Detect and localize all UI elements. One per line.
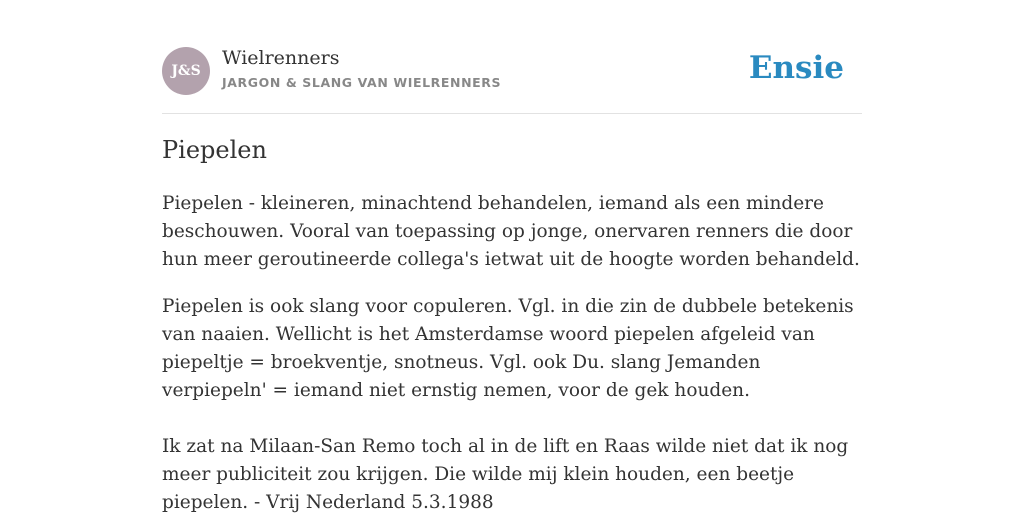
- definition-paragraph: Piepelen - kleineren, minachtend behandelen, iemand als een mindere beschouwen. Vooral van toepassing op jonge, onervaren renners die door hun meer geroutineerde collega's ietwat uit de hoogte worden behandeld.: [162, 193, 860, 270]
- channel-subtitle: JARGON & SLANG VAN WIELRENNERS: [222, 75, 502, 90]
- header: [162, 0, 862, 114]
- ensie-logo[interactable]: Ensie: [748, 50, 844, 86]
- channel-avatar[interactable]: J&S: [162, 47, 210, 95]
- example-quote: Ik zat na Milaan-San Remo toch al in de lift en Raas wilde niet dat ik nog meer publiciteit zou krijgen. Die wilde mij klein houden, een beetje piepelen. - Vrij Nederland 5.3.1988: [162, 436, 849, 513]
- article-title: Piepelen: [162, 136, 267, 164]
- channel-name[interactable]: Wielrenners: [222, 47, 340, 69]
- definition-paragraph: Piepelen is ook slang voor copuleren. Vgl. in die zin de dubbele betekenis van naaien. Wellicht is het Amsterdamse woord piepelen afgeleid van piepeltje = broekventje, snotneus. Vgl. ook Du. slang Jemanden verpiepeln' = iemand niet ernstig nemen, voor de gek houden.: [162, 296, 854, 401]
- page: [162, 0, 862, 513]
